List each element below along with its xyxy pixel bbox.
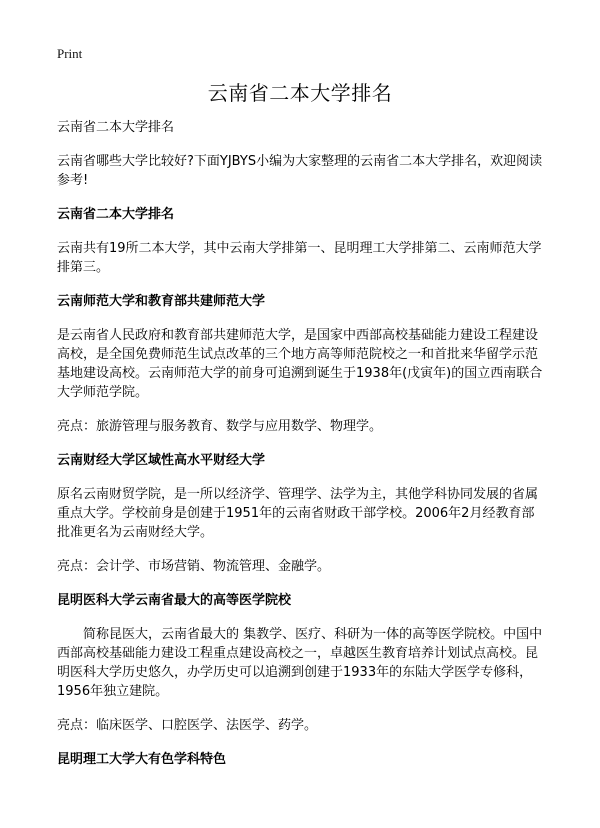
kmmu-paragraph: 简称昆医大，云南省最大的 集教学、医疗、科研为一体的高等医学院校。中国中西部高校基础能力建设工程重点建设高校之一，卓越医生教育培养计划试点高校。昆明医科大学历史悠久，办学历史可以追溯到创建于1933年的东陆大学医学专修科，1956年独立建院。 [57, 627, 543, 699]
ynnu-paragraph: 是云南省人民政府和教育部共建师范大学，是国家中西部高校基础能力建设工程建设高校，是全国免费师范生试点改革的三个地方高等师范院校之一和首批来华留学示范基地建设高校。云南师范大学的前身可追溯到诞生于1938年(戊寅年)的国立西南联合大学师范学院。 [57, 328, 543, 400]
section-heading-kust: 昆明理工大学大有色学科特色 [57, 752, 227, 767]
ynnu-highlights: 亮点：旅游管理与服务教育、数学与应用数学、物理学。 [57, 419, 383, 434]
section-heading-kmmu: 昆明医科大学云南省最大的高等医学院校 [57, 593, 292, 608]
article-body [57, 118, 547, 784]
ranking-paragraph: 云南共有19所二本大学，其中云南大学排第一、昆明理工大学排第二、云南师范大学排第三。 [57, 241, 542, 275]
section-heading-ranking: 云南省二本大学排名 [57, 207, 175, 222]
print-label: Print [57, 46, 83, 61]
section-heading-ynnu: 云南师范大学和教育部共建师范大学 [57, 294, 266, 309]
subtitle-paragraph: 云南省二本大学排名 [57, 120, 175, 135]
intro-paragraph: 云南省哪些大学比较好?下面YJBYS小编为大家整理的云南省二本大学排名，欢迎阅读参考! [57, 154, 543, 188]
section-heading-ynufe: 云南财经大学区域性高水平财经大学 [57, 453, 266, 468]
ynufe-highlights: 亮点：会计学、市场营销、物流管理、金融学。 [57, 559, 331, 574]
ynufe-paragraph: 原名云南财贸学院，是一所以经济学、管理学、法学为主，其他学科协同发展的省属重点大学。学校前身是创建于1951年的云南省财政干部学校。2006年2月经教育部批准更名为云南财经大学。 [57, 487, 539, 540]
kmmu-highlights: 亮点：临床医学、口腔医学、法医学、药学。 [57, 718, 318, 733]
page-title: 云南省二本大学排名 [207, 81, 393, 105]
